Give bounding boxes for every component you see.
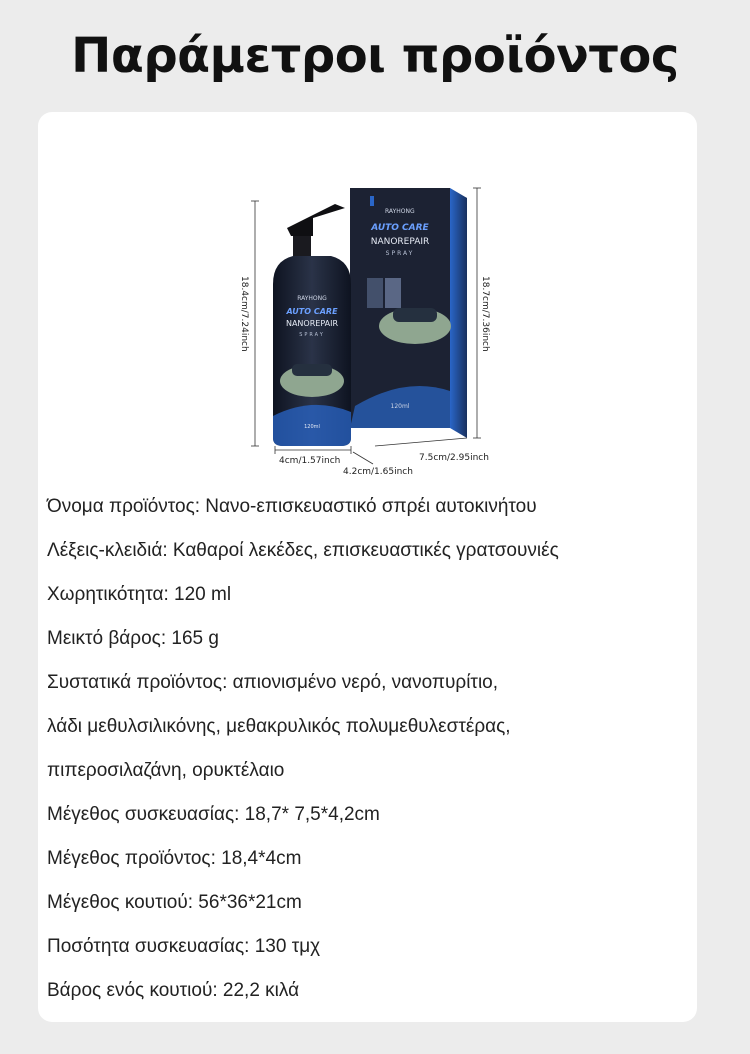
spec-keywords: Λέξεις-κλειδιά: Καθαροί λεκέδες, επισκευαστικές γρατσουνιές <box>47 540 559 561</box>
spec-product-name: Όνομα προϊόντος: Νανο-επισκευαστικό σπρέι αυτοκινήτου <box>47 496 537 517</box>
page-title: Παράμετροι προϊόντος <box>71 28 679 84</box>
spec-capacity: Χωρητικότητα: 120 ml <box>47 584 232 605</box>
box-product-sub: SPRAY <box>385 250 415 257</box>
dim-box-depth: 4.2cm/1.65inch <box>343 467 413 476</box>
spec-ingredients-line-1: Συστατικά προϊόντος: απιονισμένο νερό, νανοπυρίτιο, <box>47 672 499 693</box>
bottle-volume: 120ml <box>304 424 320 430</box>
bottle-product-name: NANOREPAIR <box>285 319 339 328</box>
spec-gross-weight: Μεικτό βάρος: 165 g <box>47 628 219 649</box>
bottle-product-line: AUTO CARE <box>286 307 338 316</box>
box-product-line: AUTO CARE <box>371 223 429 233</box>
spec-package-size: Μέγεθος συσκευασίας: 18,7* 7,5*4,2cm <box>47 804 380 825</box>
box-volume: 120ml <box>390 403 410 410</box>
dim-box-width: 7.5cm/2.95inch <box>419 453 489 463</box>
spec-package-quantity: Ποσότητα συσκευασίας: 130 τμχ <box>47 936 321 957</box>
spec-carton-weight: Βάρος ενός κουτιού: 22,2 κιλά <box>47 980 300 1001</box>
spec-list <box>47 485 687 1013</box>
product-illustration <box>195 176 515 476</box>
spec-ingredients-line-3: πιπεροσιλαζάνη, ορυκτέλαιο <box>47 760 285 781</box>
dim-box-height: 18.7cm/7.36inch <box>480 276 490 352</box>
bottle-product-sub: SPRAY <box>299 332 325 338</box>
box-product-name: NANOREPAIR <box>370 237 430 247</box>
spray-bottle <box>273 204 351 446</box>
spec-product-size: Μέγεθος προϊόντος: 18,4*4cm <box>47 848 302 869</box>
box-side <box>450 188 467 438</box>
trigger-sprayer <box>287 204 345 236</box>
spec-carton-size: Μέγεθος κουτιού: 56*36*21cm <box>47 892 302 913</box>
dim-bottle-width: 4cm/1.57inch <box>279 456 341 466</box>
product-box <box>350 188 467 438</box>
dim-bottle-height: 18.4cm/7.24inch <box>239 276 249 352</box>
spec-ingredients-line-2: λάδι μεθυλσιλικόνης, μεθακρυλικός πολυμεθυλεστέρας, <box>47 716 511 737</box>
bottle-brand: RAYHONG <box>297 295 327 302</box>
box-brand: RAYHONG <box>385 208 415 215</box>
